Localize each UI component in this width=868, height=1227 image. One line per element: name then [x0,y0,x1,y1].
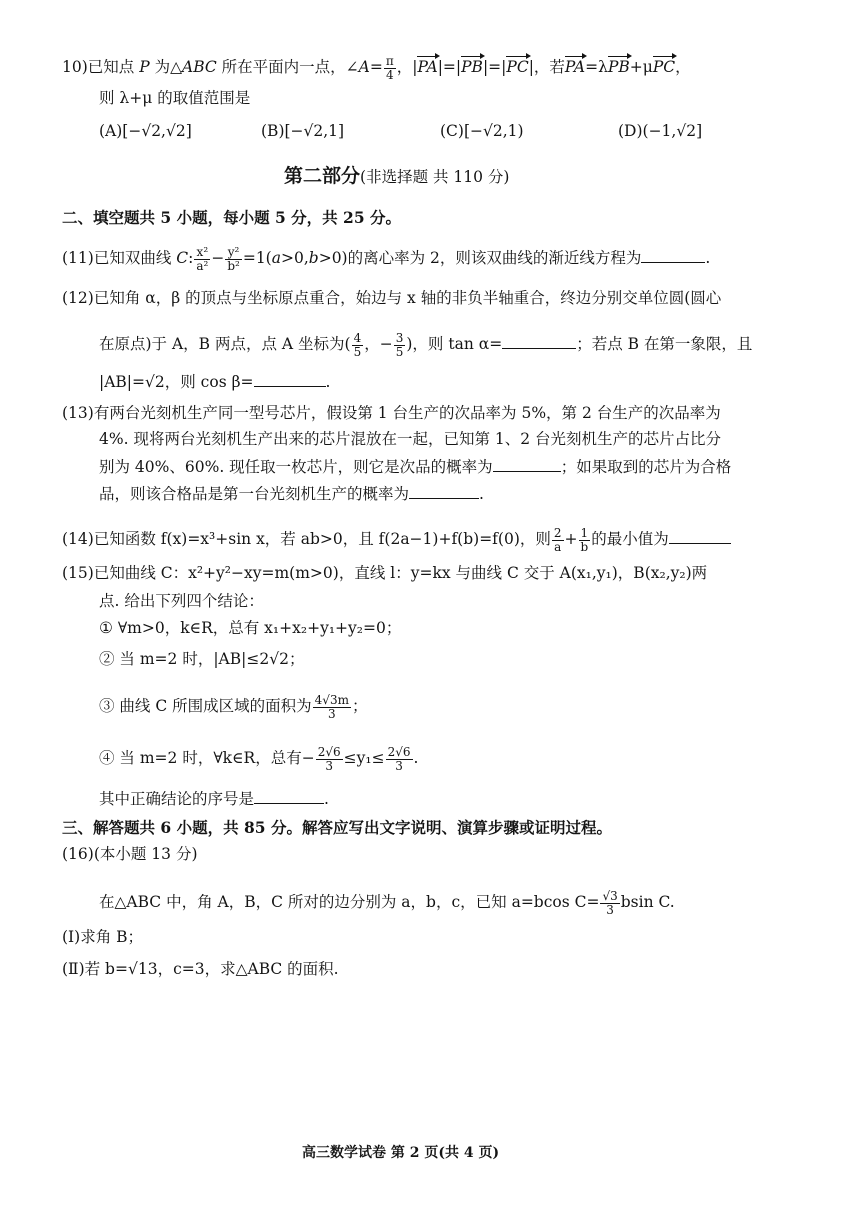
q15-text: ③ 曲线 C 所围成区域的面积为 [99,697,312,716]
fraction-numerator: 2√6 [317,745,341,759]
q11-text: =1( [242,249,272,268]
part2-heading [284,167,509,186]
q16-fraction-sqrt3-3 [600,890,619,916]
q10-var-p: P [139,58,150,77]
q11-text: >0, [280,249,309,268]
q12-text: )，则 tan α= [406,335,503,354]
vector-pc: PC [506,58,529,77]
q16-part1: (Ⅰ)求角 B； [62,928,144,946]
fraction-numerator: 4 [353,331,362,345]
q10-var-a: A [358,58,370,77]
q11-fraction-y2-b2 [225,246,242,272]
fraction-numerator: 1 [579,527,591,541]
q10-text: |，若 [528,58,565,77]
q10-text: 为△ [149,58,182,77]
q10-line1 [62,55,691,81]
q13-text: 品，则该合格品是第一台光刻机生产的概率为 [99,485,410,503]
q11-text: − [211,249,225,268]
q11-text: . [705,249,711,268]
q15-fraction-upper [386,746,413,772]
q13-text: 别为 40%、60%. 现任取一枚芯片，则它是次品的概率为 [99,458,493,476]
q12-line1: (12)已知角 α，β 的顶点与坐标原点重合，始边与 x 轴的非负半轴重合，终边分别交单位圆(圆心 [62,289,722,307]
q13-line4 [99,487,484,503]
q16-heading: (16)(本小题 13 分) [62,845,198,863]
q12-fraction-4-5 [352,332,364,358]
vector-pb: PB [461,58,483,77]
q14-text: + [564,530,578,549]
fraction-numerator: 2 [553,526,562,540]
fraction-numerator: y² [225,246,242,260]
fraction-denominator: 3 [395,758,403,773]
q15-fraction-lower [316,746,343,772]
fraction-denominator: 5 [353,344,362,359]
q16-text: bsin C. [620,893,675,912]
fraction-numerator: π [385,54,394,68]
q10-text: ， [675,58,691,77]
q14-line [62,527,731,553]
q14-answer-blank[interactable] [669,542,731,544]
q16-part2: (Ⅱ)若 b=√13，c=3，求△ABC 的面积. [62,960,339,978]
q10-fraction-pi-4 [384,55,396,81]
q10-text: 10)已知点 [62,58,140,77]
q11-var-c: C [176,249,189,268]
q16-statement [99,890,675,916]
q10-text: |=| [437,58,462,77]
q13-line1: (13)有两台光刻机生产同一型号芯片，假设第 1 台生产的次品率为 5%，第 2 台生产的次品率为 [62,404,721,422]
q15-conclusion-4 [99,746,418,772]
fraction-denominator: 3 [327,706,336,721]
q10-option-b: (B)[−√2,1] [261,122,345,140]
q15-text: . [413,749,419,768]
fraction-numerator: √3 [602,889,618,903]
fraction-numerator: 3 [395,331,404,345]
q11-text: >0)的离心率为 2，则该双曲线的渐近线方程为 [318,249,642,268]
fraction-denominator: a [554,539,562,554]
q12-text: ，− [364,335,393,354]
vector-pa: PA [564,58,586,77]
q15-answer-blank[interactable] [254,802,324,804]
page-footer: 高三数学试卷 第 2 页(共 4 页) [302,1145,500,1161]
q10-text: 所在平面内一点，∠ [216,58,359,77]
q15-conclusion-2: ② 当 m=2 时，|AB|≤2√2； [99,650,305,668]
q15-text: ； [351,697,368,716]
q14-fraction-1-b [579,527,591,553]
q15-text: 其中正确结论的序号是 [99,790,255,808]
q10-text: = [369,58,383,77]
q15-conclusion-1: ① ∀m>0，k∈R，总有 x₁+x₂+y₁+y₂=0； [99,619,402,637]
q15-conclusion-3 [99,694,367,720]
vector-pc: PC [652,58,676,77]
q13-text: ；如果取到的芯片为合格 [560,458,732,476]
q15-text: ④ 当 m=2 时，∀k∈R，总有− [99,749,315,768]
q11-text: (11)已知双曲线 [62,249,177,268]
q10-text: =λ [585,58,608,77]
fraction-denominator: 5 [395,344,404,359]
q10-text: +μ [629,58,653,77]
q14-text: 的最小值为 [591,530,669,549]
q10-option-c: (C)[−√2,1) [440,122,524,140]
q10-text: |=| [482,58,507,77]
fraction-denominator: 4 [385,67,394,82]
q13-line2: 4%. 现将两台光刻机生产出来的芯片混放在一起，已知第 1、2 台光刻机生产的芯片占比分 [99,430,722,448]
q13-answer-blank-1[interactable] [493,470,561,472]
q12-line2 [99,332,752,358]
q14-fraction-2-a [552,527,564,553]
vector-pb: PB [607,58,630,77]
q12-text: 在原点)于 A，B 两点，点 A 坐标为( [99,335,351,354]
q11-var-a: a [271,249,281,268]
q12-text: ；若点 B 在第一象限，且 [576,335,753,354]
q13-line3 [99,460,731,476]
q11-fraction-x2-a2 [194,246,210,272]
q13-text: . [479,485,484,503]
q15-answer-line [99,792,329,808]
fraction-denominator: 3 [606,902,614,917]
q10-text: ，| [396,58,418,77]
q14-text: (14)已知函数 f(x)=x³+sin x，若 ab>0，且 f(2a−1)+f(b)=f(0)，则 [62,530,551,549]
q15-line1: (15)已知曲线 C：x²+y²−xy=m(m>0)，直线 l：y=kx 与曲线 C 交于 A(x₁,y₁)，B(x₂,y₂)两 [62,564,708,582]
q13-answer-blank-2[interactable] [409,497,479,499]
q15-text: ≤y₁≤ [343,749,385,768]
fraction-denominator: a² [196,258,209,273]
q12-fraction-3-5 [394,332,406,358]
fraction-denominator: b [580,539,589,554]
q12-line3 [99,375,330,391]
q11-text: : [188,249,194,268]
fraction-numerator: x² [194,246,210,260]
vector-pa: PA [417,58,438,77]
fraction-denominator: b² [227,258,240,273]
q12-text: |AB|=√2，则 cos β= [99,373,254,391]
section2-heading: 二、填空题共 5 小题，每小题 5 分，共 25 分。 [62,208,402,227]
fraction-denominator: 3 [325,758,333,773]
q11-answer-blank[interactable] [641,261,705,263]
q10-option-a: (A)[−√2,√2] [99,122,192,140]
fraction-numerator: 4√3m [314,693,349,707]
part2-title: 第二部分 [284,165,361,187]
q12-answer-blank-1[interactable] [502,347,576,349]
q11-var-b: b [308,249,319,268]
q15-fraction-area [313,694,351,720]
q10-option-d: (D)(−1,√2] [618,122,703,140]
q16-text: 在△ABC 中，角 A，B，C 所对的边分别为 a，b，c，已知 a=bcos C= [99,893,600,912]
part2-subtitle: (非选择题 共 110 分) [360,168,510,186]
q11-line [62,246,710,272]
q10-var-abc: ABC [182,58,217,77]
fraction-numerator: 2√6 [387,745,411,759]
q15-line2: 点. 给出下列四个结论： [99,592,264,610]
q12-text: . [325,373,331,391]
q10-line2: 则 λ+μ 的取值范围是 [99,89,251,107]
q15-text: . [324,790,329,808]
section3-heading: 三、解答题共 6 小题，共 85 分。解答应写出文字说明、演算步骤或证明过程。 [62,818,612,837]
q12-answer-blank-2[interactable] [254,385,326,387]
